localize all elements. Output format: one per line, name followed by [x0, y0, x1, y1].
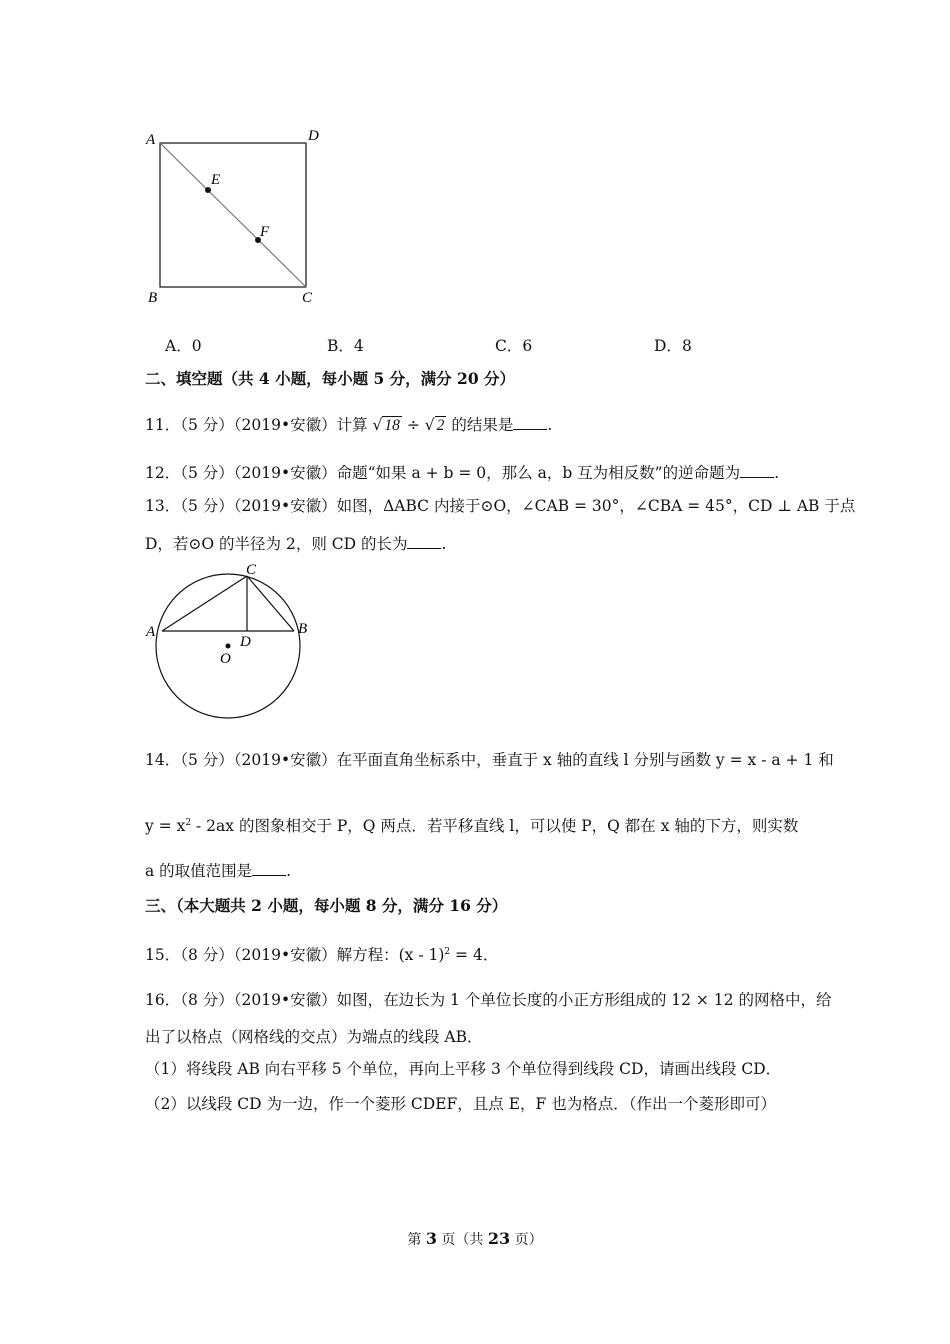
label-c: C — [246, 562, 257, 578]
label-b: B — [298, 621, 308, 637]
answer-blank — [252, 861, 286, 876]
question-13-line-1: 13．（5 分）（2019•安徽）如图，ΔABC 内接于⊙O，∠CAB = 30°，∠CBA = 45°，CD ⊥ AB 于点 — [145, 497, 856, 515]
question-11: 11．（5 分）（2019•安徽）计算 √ 18 ÷ √ 2 的结果是 . — [145, 416, 553, 434]
figure-circle-triangle — [140, 562, 330, 737]
label-d: D — [240, 634, 251, 650]
center-point — [226, 644, 231, 649]
label-d: D — [308, 128, 319, 144]
section-2-heading: 二、填空题（共 4 小题，每小题 5 分，满分 20 分） — [145, 369, 516, 388]
option-b: B．4 — [327, 337, 364, 355]
question-16-line-4: （2）以线段 CD 为一边，作一个菱形 CDEF，且点 E，F 也为格点．（作出一个菱形即可） — [145, 1095, 776, 1113]
option-a: A．0 — [165, 337, 202, 355]
label-f: F — [260, 224, 270, 240]
diagonal-ac — [160, 143, 306, 287]
segment-bc — [247, 576, 294, 631]
question-16-line-2: 出了以格点（网格线的交点）为端点的线段 AB． — [145, 1028, 483, 1046]
section-3-heading: 三、（本大题共 2 小题，每小题 8 分，满分 16 分） — [145, 896, 508, 915]
question-12: 12．（5 分）（2019•安徽）命题“如果 a + b = 0，那么 a，b 互为相反数”的逆命题为 . — [145, 464, 780, 482]
question-13-line-2: D，若⊙O 的半径为 2，则 CD 的长为 . — [145, 535, 447, 553]
question-14-line-3: a 的取值范围是 . — [145, 862, 292, 880]
label-a: A — [146, 624, 156, 640]
segment-ac — [162, 576, 247, 631]
label-c: C — [302, 290, 313, 306]
option-d: D．8 — [654, 337, 692, 355]
question-15: 15．（8 分）（2019•安徽）解方程：(x - 1)$^2$ = 4． — [145, 946, 499, 965]
answer-blank — [513, 415, 547, 430]
label-b: B — [148, 290, 158, 306]
label-e: E — [211, 172, 221, 188]
question-14-line-2: $y = x^2 - 2ax$ 的图象相交于 P，Q 两点．若平移直线 l，可以使 P，Q 都在 x 轴的下方，则实数 — [145, 817, 799, 836]
option-c: C．6 — [495, 337, 533, 355]
question-14-line-1: 14．（5 分）（2019•安徽）在平面直角坐标系中，垂直于 x 轴的直线 l 分别与函数 y = x - a + 1 和 — [145, 751, 834, 769]
answer-blank — [407, 534, 441, 549]
page-footer: 第 3 页（共 23 页） — [407, 1229, 543, 1248]
question-16-line-3: （1）将线段 AB 向右平移 5 个单位，再向上平移 3 个单位得到线段 CD，请画出线段 CD． — [145, 1060, 782, 1078]
label-o: O — [220, 651, 231, 667]
question-16-line-1: 16．（8 分）（2019•安徽）如图，在边长为 1 个单位长度的小正方形组成的 12 × 12 的网格中，给 — [145, 991, 832, 1009]
figure-square-diagonal — [140, 122, 330, 307]
label-a: A — [146, 132, 156, 148]
answer-blank — [740, 463, 774, 478]
